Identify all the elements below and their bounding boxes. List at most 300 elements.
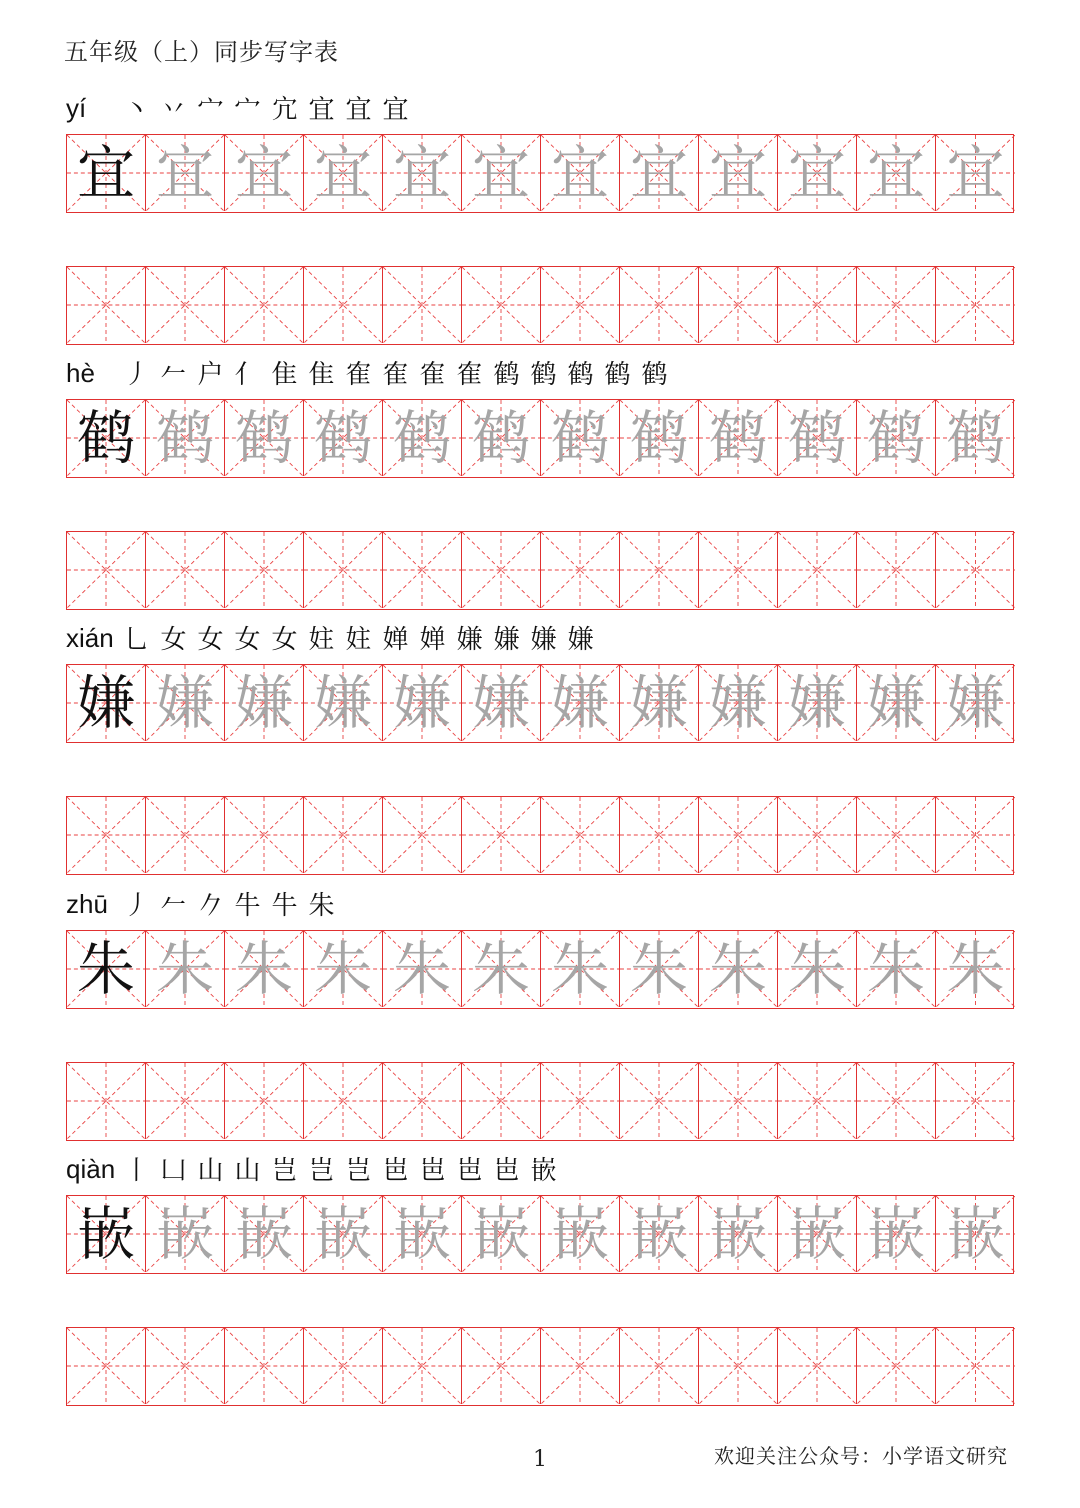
- stroke-step: [488, 624, 525, 656]
- practice-cell[interactable]: [225, 267, 304, 343]
- stroke-step: [192, 624, 229, 656]
- practice-cell[interactable]: [857, 1063, 936, 1139]
- trace-cell: [857, 135, 936, 211]
- trace-character: 宜: [629, 139, 688, 207]
- trace-character: 嫌: [787, 669, 846, 737]
- stroke-step: [229, 624, 266, 656]
- trace-cell: [304, 400, 383, 476]
- trace-cell: [936, 665, 1015, 741]
- stroke-step-glyph: 妵: [308, 625, 335, 655]
- trace-cell: [778, 931, 857, 1007]
- trace-character: 鹤: [946, 404, 1005, 472]
- stroke-step-glyph: 岂: [345, 1156, 372, 1186]
- cell-guides: [620, 797, 698, 873]
- stroke-step-glyph: 嵌: [530, 1156, 557, 1186]
- model-cell: [67, 400, 146, 476]
- cell-guides: [462, 1328, 540, 1404]
- practice-cell[interactable]: [462, 1063, 541, 1139]
- trace-character: 嫌: [155, 669, 214, 737]
- trace-character: 朱: [313, 935, 372, 1003]
- trace-cell: [462, 931, 541, 1007]
- model-character: 嵌: [76, 1200, 135, 1268]
- practice-cell[interactable]: [146, 532, 225, 608]
- trace-character: 朱: [155, 935, 214, 1003]
- practice-cell[interactable]: [67, 1328, 146, 1404]
- cell-guides: [541, 1328, 619, 1404]
- stroke-step: [636, 359, 673, 391]
- stroke-step-glyph: 岜: [493, 1156, 520, 1186]
- stroke-step: [414, 624, 451, 656]
- stroke-step: [340, 624, 377, 656]
- stroke-step-glyph: 鹤: [567, 360, 594, 390]
- cell-guides: [67, 797, 145, 873]
- cell-guides: [462, 532, 540, 608]
- practice-row: [66, 1327, 1014, 1406]
- practice-cell[interactable]: [462, 532, 541, 608]
- stroke-step-glyph: 山: [234, 1156, 261, 1186]
- trace-cell: [225, 1196, 304, 1272]
- trace-character: 嫌: [708, 669, 767, 737]
- practice-cell[interactable]: [620, 267, 699, 343]
- stroke-step-glyph: 丷: [160, 95, 187, 125]
- trace-cell: [304, 665, 383, 741]
- cell-guides: [699, 267, 777, 343]
- model-cell: [67, 1196, 146, 1272]
- practice-row: [66, 531, 1014, 610]
- cell-guides: [225, 267, 303, 343]
- practice-cell[interactable]: [778, 1328, 857, 1404]
- stroke-step-glyph: 牛: [271, 891, 298, 921]
- trace-cell: [225, 931, 304, 1007]
- trace-cell: [699, 665, 778, 741]
- practice-cell[interactable]: [383, 1063, 462, 1139]
- trace-character: 嫌: [946, 669, 1005, 737]
- practice-cell[interactable]: [146, 1063, 225, 1139]
- practice-cell[interactable]: [225, 1328, 304, 1404]
- cell-guides: [225, 1063, 303, 1139]
- trace-cell: [541, 931, 620, 1007]
- tracing-row: [66, 399, 1014, 478]
- stroke-step-glyph: 岂: [308, 1156, 335, 1186]
- practice-cell[interactable]: [225, 532, 304, 608]
- stroke-step-glyph: 宀: [234, 95, 261, 125]
- trace-character: 嵌: [866, 1200, 925, 1268]
- trace-cell: [857, 400, 936, 476]
- pinyin-label: yí: [66, 93, 87, 123]
- stroke-step: [377, 94, 414, 126]
- cell-guides: [67, 1063, 145, 1139]
- trace-cell: [936, 1196, 1015, 1272]
- stroke-step: [340, 94, 377, 126]
- trace-character: 朱: [708, 935, 767, 1003]
- trace-character: 嵌: [629, 1200, 688, 1268]
- trace-character: 朱: [629, 935, 688, 1003]
- practice-cell[interactable]: [936, 797, 1015, 873]
- practice-cell[interactable]: [620, 1063, 699, 1139]
- trace-cell: [541, 135, 620, 211]
- trace-cell: [936, 400, 1015, 476]
- trace-cell: [146, 400, 225, 476]
- practice-cell[interactable]: [304, 1063, 383, 1139]
- cell-guides: [383, 797, 461, 873]
- model-character: 嫌: [76, 669, 135, 737]
- cell-guides: [304, 1063, 382, 1139]
- stroke-step-glyph: 凵: [160, 1156, 187, 1186]
- pinyin-line: [66, 88, 1014, 128]
- practice-cell[interactable]: [541, 1328, 620, 1404]
- stroke-order: [118, 355, 673, 391]
- stroke-step-glyph: 岂: [271, 1156, 298, 1186]
- practice-cell[interactable]: [462, 267, 541, 343]
- practice-cell[interactable]: [383, 267, 462, 343]
- trace-cell: [304, 135, 383, 211]
- stroke-step-glyph: 隺: [456, 360, 483, 390]
- practice-cell[interactable]: [620, 1328, 699, 1404]
- stroke-step: [155, 359, 192, 391]
- trace-cell: [541, 1196, 620, 1272]
- trace-cell: [620, 1196, 699, 1272]
- cell-guides: [225, 532, 303, 608]
- practice-cell[interactable]: [857, 1328, 936, 1404]
- stroke-step: [229, 890, 266, 922]
- trace-character: 鹤: [708, 404, 767, 472]
- stroke-step-glyph: 嫌: [567, 625, 594, 655]
- pinyin-label: qiàn: [66, 1154, 116, 1184]
- practice-cell[interactable]: [67, 1063, 146, 1139]
- practice-cell[interactable]: [699, 532, 778, 608]
- trace-cell: [857, 1196, 936, 1272]
- trace-cell: [146, 1196, 225, 1272]
- trace-character: 鹤: [787, 404, 846, 472]
- trace-character: 嵌: [392, 1200, 451, 1268]
- cell-guides: [699, 1063, 777, 1139]
- practice-cell[interactable]: [936, 267, 1015, 343]
- practice-cell[interactable]: [304, 797, 383, 873]
- practice-cell[interactable]: [857, 532, 936, 608]
- trace-cell: [699, 135, 778, 211]
- trace-character: 宜: [234, 139, 293, 207]
- trace-character: 嵌: [234, 1200, 293, 1268]
- trace-cell: [383, 931, 462, 1007]
- model-cell: [67, 931, 146, 1007]
- practice-cell[interactable]: [225, 1063, 304, 1139]
- stroke-step: [266, 359, 303, 391]
- trace-cell: [778, 665, 857, 741]
- practice-cell[interactable]: [304, 1328, 383, 1404]
- trace-cell: [146, 931, 225, 1007]
- cell-guides: [699, 1328, 777, 1404]
- practice-cell[interactable]: [67, 267, 146, 343]
- trace-character: 宜: [866, 139, 925, 207]
- stroke-step-glyph: 乚: [123, 625, 150, 655]
- model-character: 朱: [76, 935, 135, 1003]
- trace-character: 宜: [946, 139, 1005, 207]
- trace-cell: [225, 400, 304, 476]
- pinyin-line: [66, 353, 1014, 393]
- trace-character: 嫌: [550, 669, 609, 737]
- stroke-step: [599, 359, 636, 391]
- stroke-step: [192, 359, 229, 391]
- cell-guides: [304, 797, 382, 873]
- practice-cell[interactable]: [304, 532, 383, 608]
- stroke-step-glyph: 隺: [382, 360, 409, 390]
- trace-character: 嫌: [392, 669, 451, 737]
- stroke-step: [451, 359, 488, 391]
- trace-cell: [462, 665, 541, 741]
- model-cell: [67, 665, 146, 741]
- trace-cell: [620, 135, 699, 211]
- trace-cell: [146, 665, 225, 741]
- stroke-step-glyph: 隺: [345, 360, 372, 390]
- cell-guides: [146, 797, 224, 873]
- cell-guides: [778, 1328, 856, 1404]
- practice-cell[interactable]: [778, 532, 857, 608]
- stroke-step-glyph: 宂: [271, 95, 298, 125]
- practice-cell[interactable]: [857, 797, 936, 873]
- stroke-step: [118, 359, 155, 391]
- trace-cell: [620, 665, 699, 741]
- footer-note: 欢迎关注公众号：小学语文研究: [714, 1444, 1008, 1468]
- stroke-step: [525, 624, 562, 656]
- stroke-step: [303, 359, 340, 391]
- practice-cell[interactable]: [699, 1328, 778, 1404]
- stroke-step: [266, 94, 303, 126]
- stroke-step-glyph: 宀: [197, 95, 224, 125]
- stroke-step-glyph: 𠂉: [160, 360, 187, 390]
- stroke-step: [488, 1155, 525, 1187]
- cell-guides: [699, 797, 777, 873]
- stroke-step-glyph: 丿: [123, 360, 150, 390]
- practice-cell[interactable]: [67, 532, 146, 608]
- stroke-step: [377, 624, 414, 656]
- tracing-row: [66, 930, 1014, 1009]
- trace-character: 嵌: [313, 1200, 372, 1268]
- stroke-step-glyph: 𠂉: [160, 891, 187, 921]
- trace-character: 朱: [234, 935, 293, 1003]
- trace-character: 宜: [708, 139, 767, 207]
- practice-cell[interactable]: [225, 797, 304, 873]
- trace-cell: [541, 665, 620, 741]
- stroke-step: [451, 624, 488, 656]
- stroke-order: [118, 90, 414, 126]
- cell-guides: [936, 532, 1015, 608]
- practice-cell[interactable]: [778, 1063, 857, 1139]
- stroke-step-glyph: 宜: [308, 95, 335, 125]
- cell-guides: [67, 1328, 145, 1404]
- stroke-step-glyph: 牛: [234, 891, 261, 921]
- practice-cell[interactable]: [778, 797, 857, 873]
- practice-cell[interactable]: [304, 267, 383, 343]
- stroke-order: [118, 1151, 562, 1187]
- cell-guides: [620, 267, 698, 343]
- stroke-step: [414, 1155, 451, 1187]
- practice-cell[interactable]: [146, 797, 225, 873]
- cell-guides: [67, 532, 145, 608]
- stroke-step: [562, 624, 599, 656]
- trace-character: 嵌: [946, 1200, 1005, 1268]
- cell-guides: [462, 1063, 540, 1139]
- trace-cell: [857, 931, 936, 1007]
- cell-guides: [67, 267, 145, 343]
- cell-guides: [778, 1063, 856, 1139]
- stroke-step-glyph: 隹: [271, 360, 298, 390]
- practice-cell[interactable]: [383, 797, 462, 873]
- stroke-step: [303, 1155, 340, 1187]
- cell-guides: [857, 532, 935, 608]
- trace-character: 嫌: [313, 669, 372, 737]
- stroke-step: [303, 890, 340, 922]
- stroke-step: [303, 94, 340, 126]
- practice-cell[interactable]: [541, 1063, 620, 1139]
- stroke-step: [562, 359, 599, 391]
- stroke-step-glyph: 岜: [382, 1156, 409, 1186]
- cell-guides: [778, 267, 856, 343]
- page-number: 1: [533, 1447, 547, 1472]
- pinyin-label: zhū: [66, 889, 108, 919]
- trace-character: 朱: [471, 935, 530, 1003]
- trace-character: 鹤: [471, 404, 530, 472]
- stroke-step: [451, 1155, 488, 1187]
- cell-guides: [146, 1328, 224, 1404]
- trace-cell: [225, 135, 304, 211]
- practice-cell[interactable]: [462, 1328, 541, 1404]
- tracing-row: [66, 1195, 1014, 1274]
- stroke-step: [155, 1155, 192, 1187]
- stroke-step-glyph: 隹: [308, 360, 335, 390]
- practice-cell[interactable]: [541, 267, 620, 343]
- stroke-step: [192, 1155, 229, 1187]
- practice-cell[interactable]: [383, 532, 462, 608]
- stroke-step-glyph: 丨: [123, 1156, 150, 1186]
- trace-character: 宜: [550, 139, 609, 207]
- tracing-row: [66, 134, 1014, 213]
- practice-cell[interactable]: [936, 1063, 1015, 1139]
- stroke-step-glyph: 𠂊: [197, 891, 224, 921]
- stroke-step-glyph: 山: [197, 1156, 224, 1186]
- stroke-step: [118, 94, 155, 126]
- trace-cell: [936, 931, 1015, 1007]
- trace-cell: [620, 400, 699, 476]
- cell-guides: [857, 797, 935, 873]
- trace-character: 嫌: [866, 669, 925, 737]
- trace-character: 朱: [787, 935, 846, 1003]
- trace-character: 嫌: [234, 669, 293, 737]
- trace-character: 鹤: [313, 404, 372, 472]
- stroke-step-glyph: 宜: [345, 95, 372, 125]
- stroke-step: [229, 1155, 266, 1187]
- cell-guides: [936, 1328, 1015, 1404]
- stroke-step-glyph: 岜: [419, 1156, 446, 1186]
- stroke-step: [192, 94, 229, 126]
- trace-character: 朱: [550, 935, 609, 1003]
- trace-cell: [778, 1196, 857, 1272]
- trace-cell: [383, 1196, 462, 1272]
- cell-guides: [225, 797, 303, 873]
- stroke-step: [266, 890, 303, 922]
- practice-cell[interactable]: [936, 1328, 1015, 1404]
- practice-cell[interactable]: [146, 1328, 225, 1404]
- practice-cell[interactable]: [620, 797, 699, 873]
- stroke-step-glyph: 丿: [123, 891, 150, 921]
- practice-cell[interactable]: [462, 797, 541, 873]
- stroke-step: [266, 624, 303, 656]
- trace-character: 鹤: [866, 404, 925, 472]
- cell-guides: [146, 1063, 224, 1139]
- cell-guides: [383, 267, 461, 343]
- stroke-step: [229, 94, 266, 126]
- cell-guides: [541, 797, 619, 873]
- cell-guides: [383, 1063, 461, 1139]
- practice-row: [66, 266, 1014, 345]
- trace-character: 鹤: [234, 404, 293, 472]
- practice-cell[interactable]: [699, 267, 778, 343]
- cell-guides: [304, 532, 382, 608]
- stroke-step: [155, 94, 192, 126]
- practice-cell[interactable]: [67, 797, 146, 873]
- trace-cell: [146, 135, 225, 211]
- trace-character: 嫌: [471, 669, 530, 737]
- trace-cell: [462, 1196, 541, 1272]
- trace-cell: [620, 931, 699, 1007]
- trace-character: 朱: [392, 935, 451, 1003]
- trace-character: 宜: [155, 139, 214, 207]
- practice-cell[interactable]: [146, 267, 225, 343]
- practice-cell[interactable]: [778, 267, 857, 343]
- trace-cell: [304, 931, 383, 1007]
- practice-cell[interactable]: [699, 1063, 778, 1139]
- cell-guides: [778, 797, 856, 873]
- practice-cell[interactable]: [541, 797, 620, 873]
- practice-cell[interactable]: [541, 532, 620, 608]
- stroke-step: [303, 624, 340, 656]
- cell-guides: [383, 1328, 461, 1404]
- trace-character: 鹤: [392, 404, 451, 472]
- stroke-order: [118, 886, 340, 922]
- trace-cell: [699, 400, 778, 476]
- stroke-step: [340, 359, 377, 391]
- model-cell: [67, 135, 146, 211]
- cell-guides: [936, 797, 1015, 873]
- stroke-step-glyph: 女: [271, 625, 298, 655]
- cell-guides: [541, 1063, 619, 1139]
- cell-guides: [462, 267, 540, 343]
- trace-character: 朱: [866, 935, 925, 1003]
- stroke-step: [229, 359, 266, 391]
- practice-cell[interactable]: [699, 797, 778, 873]
- stroke-step-glyph: 鹤: [530, 360, 557, 390]
- stroke-step-glyph: 宜: [382, 95, 409, 125]
- practice-cell[interactable]: [857, 267, 936, 343]
- practice-cell[interactable]: [620, 532, 699, 608]
- practice-cell[interactable]: [383, 1328, 462, 1404]
- trace-cell: [778, 400, 857, 476]
- cell-guides: [146, 532, 224, 608]
- trace-cell: [225, 665, 304, 741]
- stroke-step: [488, 359, 525, 391]
- trace-character: 宜: [392, 139, 451, 207]
- cell-guides: [304, 1328, 382, 1404]
- trace-cell: [778, 135, 857, 211]
- cell-guides: [146, 267, 224, 343]
- stroke-step-glyph: 鹤: [641, 360, 668, 390]
- trace-character: 宜: [787, 139, 846, 207]
- cell-guides: [699, 532, 777, 608]
- trace-cell: [383, 665, 462, 741]
- stroke-step-glyph: 婵: [419, 625, 446, 655]
- trace-cell: [699, 931, 778, 1007]
- practice-cell[interactable]: [936, 532, 1015, 608]
- model-character: 鹤: [76, 404, 135, 472]
